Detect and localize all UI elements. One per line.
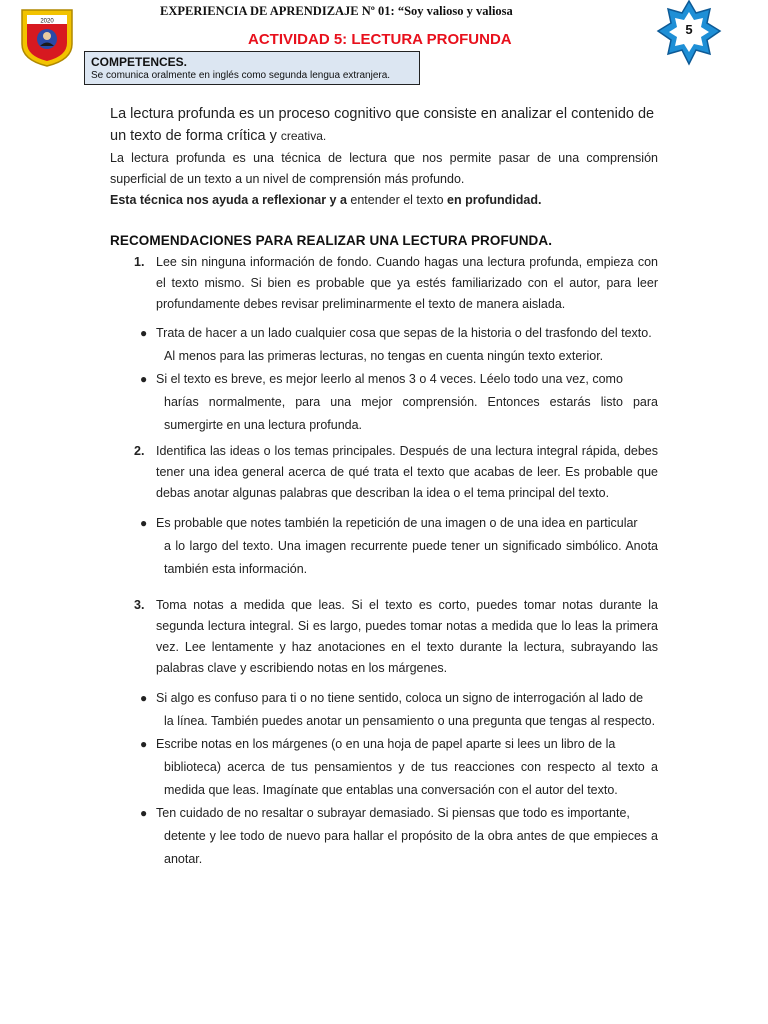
main-content [110,103,658,871]
bullet-item [110,368,658,437]
bullet-text-first: Trata de hacer a un lado cualquier cosa que sepas de la historia o del trasfondo del texto. [156,326,652,340]
experience-title: EXPERIENCIA DE APRENDIZAJE Nº 01: “Soy valioso y valiosa [160,4,513,18]
item-number: 2. [134,444,145,458]
bullet-text-first: Ten cuidado de no resaltar o subrayar demasiado. Si piensas que todo es importante, [156,806,630,820]
bullet-item [110,512,658,581]
numbered-item-2 [110,441,658,504]
bullet-text-rest: biblioteca) acerca de tus pensamientos y de tus reacciones con respecto al texto a medida que leas. Imagínate que entablas una conversación con el autor del texto. [164,760,658,797]
bullet-item [110,802,658,871]
school-logo-shield [18,6,76,68]
intro-p3-bold-2: en profundidad. [447,193,542,207]
intro-paragraph-3 [110,190,658,211]
bullet-text-first: Si el texto es breve, es mejor leerlo al menos 3 o 4 veces. Léelo todo una vez, como [156,372,623,386]
numbered-item-1 [110,252,658,315]
intro-paragraph-1 [110,103,658,147]
intro-p3-normal: entender el texto [350,193,444,207]
bullet-icon: ● [140,737,148,751]
bullet-icon: ● [140,326,148,340]
item-number: 1. [134,255,145,269]
bullet-text-first: Es probable que notes también la repetición de una imagen o de una idea en particular [156,516,638,530]
bullet-text-rest: Al menos para las primeras lecturas, no tengas en cuenta ningún texto exterior. [164,349,604,363]
intro-line-1-end: creativa. [280,129,327,143]
intro-line-1: La lectura profunda es un proceso cognitivo que consiste en analizar el contenido de un texto de forma crítica y [110,106,655,144]
bullet-item [110,322,658,368]
bullet-text-first: Escribe notas en los márgenes (o en una hoja de papel aparte si lees un libro de la [156,737,616,751]
bullet-item [110,733,658,802]
competences-text: Se comunica oralmente en inglés como segunda lengua extranjera. [91,70,391,81]
bullet-icon: ● [140,516,148,530]
intro-p3-bold-1: Esta técnica nos ayuda a reflexionar y a [110,193,347,207]
activity-number: 5 [685,22,693,37]
item-number: 3. [134,598,145,612]
bullet-text-rest: a lo largo del texto. Una imagen recurrente puede tener un significado simbólico. Anota también esta información. [164,539,658,576]
bullet-icon: ● [140,372,148,386]
bullet-text-rest: la línea. También puedes anotar un pensamiento o una pregunta que tengas al respecto. [164,714,656,728]
bullet-icon: ● [140,691,148,705]
item-text: Identifica las ideas o los temas principales. Después de una lectura integral rápida, debes tener una idea general acerca de qué trata el texto que acabas de leer. Es probable que debas anotar algunas palabras que describan la idea o el tema principal del texto. [156,444,658,500]
bullet-text-rest: detente y lee todo de nuevo para hallar el propósito de la obra antes de que empieces a anotar. [164,829,658,866]
activity-title: ACTIVIDAD 5: LECTURA PROFUNDA [248,31,512,48]
bullet-text-rest: harías normalmente, para una mejor comprensión. Entonces estarás listo para sumergirte en una lectura profunda. [164,395,658,432]
bullet-item [110,687,658,733]
competences-title: COMPETENCES. [91,55,188,69]
numbered-item-3 [110,595,658,679]
recommendations-heading: RECOMENDACIONES PARA REALIZAR UNA LECTURA PROFUNDA. [110,233,553,248]
item-text: Lee sin ninguna información de fondo. Cuando hagas una lectura profunda, empieza con el texto mismo. Si bien es probable que ya estés familiarizado con el autor, para leer profundamente debes revisar preliminarmente el texto de manera aislada. [156,255,658,311]
intro-paragraph-2: La lectura profunda es una técnica de lectura que nos permite pasar de una comprensión superficial de un texto a un nivel de comprensión más profundo. [110,151,658,186]
competences-box [84,51,420,85]
bullet-text-first: Si algo es confuso para ti o no tiene sentido, coloca un signo de interrogación al lado de [156,691,644,705]
svg-text:2020: 2020 [40,18,54,25]
item-text: Toma notas a medida que leas. Si el texto es corto, puedes tomar notas durante la segunda lectura integral. Si es largo, puedes tomar notas a medida que lo leas la primera vez. Lee lentamente y haz anotaciones en el texto durante la lectura, subrayando las palabras clave y escribiendo notas en los márgenes. [156,598,658,675]
bullet-icon: ● [140,806,148,820]
